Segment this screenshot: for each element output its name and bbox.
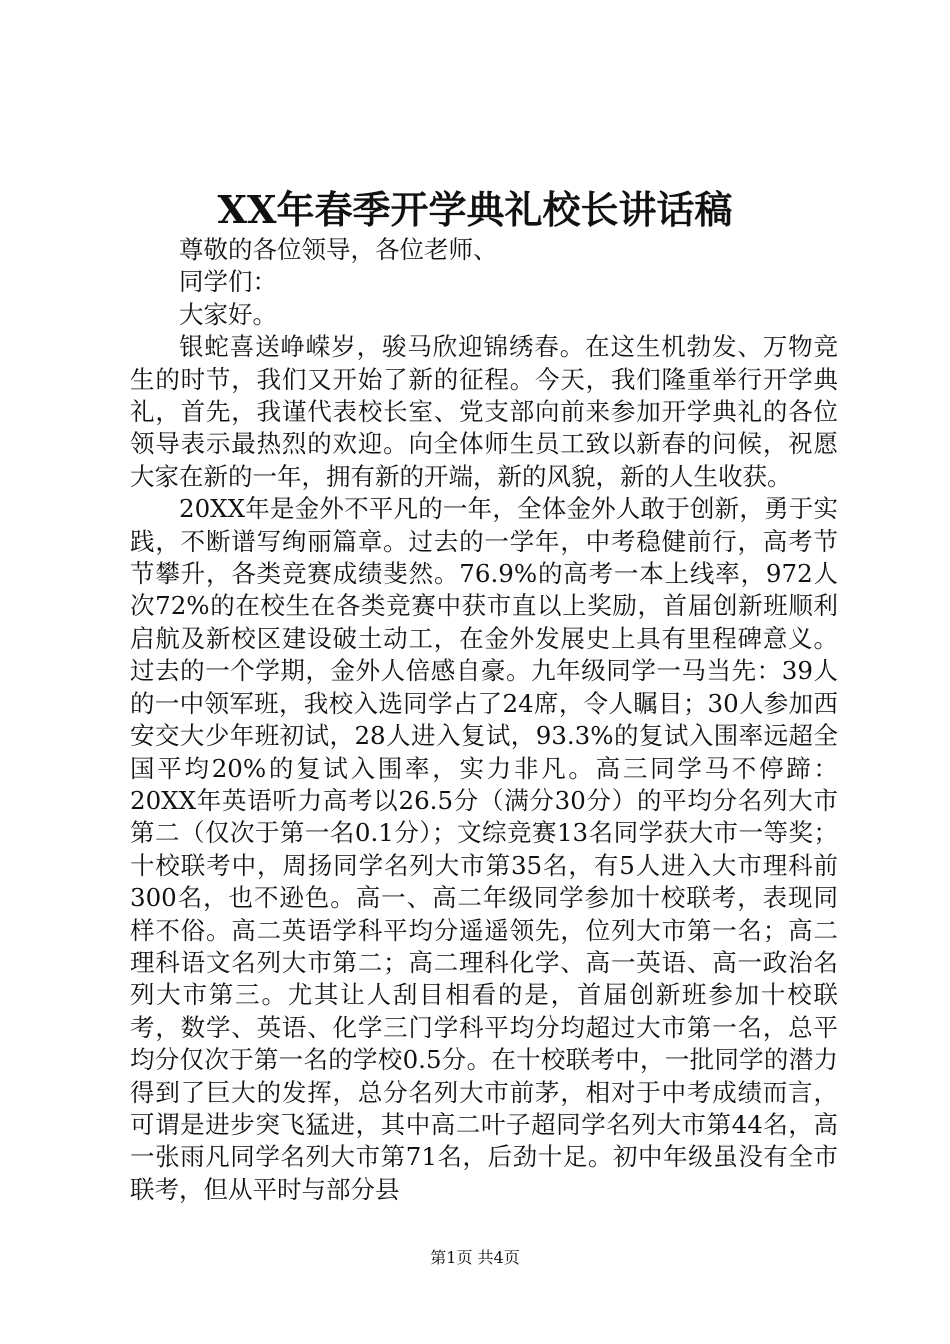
greeting-line: 大家好。 — [179, 299, 277, 329]
body-paragraph: 银蛇喜送峥嵘岁，骏马欣迎锦绣春。在这生机勃发、万物竞生的时节，我们又开始了新的征程。今天，我们隆重举行开学典礼，首先，我谨代表校长室、党支部向前来参加开学典礼的各位领导表示最热烈的欢迎。向全体师生员工致以新春的问候，祝愿大家在新的一年，拥有新的开端，新的风貌，新的人生收获。 — [130, 332, 838, 491]
page-number-footer: 第1页 共4页 — [430, 1248, 520, 1267]
body-paragraph: 20XX年是金外不平凡的一年，全体金外人敢于创新，勇于实践，不断谱写绚丽篇章。过去的一学年，中考稳健前行，高考节节攀升，各类竞赛成绩斐然。76.9%的高考一本上线率，972人次72%的在校生在各类竞赛中获市直以上奖励，首届创新班顺利启航及新校区建设破土动工，在金外发展史上具有里程碑意义。过去的一个学期，金外人倍感自豪。九年级同学一马当先：39人的一中领军班，我校入选同学占了24席，令人瞩目；30人参加西安交大少年班初试，28人进入复试，93.3%的复试入围率远超全国平均20%的复试入围率，实力非凡。高三同学马不停蹄：20XX年英语听力高考以26.5分（满分30分）的平均分名列大市第二（仅次于第一名0.1分）；文综竞赛13名同学获大市一等奖；十校联考中，周扬同学名列大市第35名，有5人进入大市理科前300名，也不逊色。高一、高二年级同学参加十校联考，表现同样不俗。高二英语学科平均分遥遥领先，位列大市第一名；高二理科语文名列大市第二；高二理科化学、高一英语、高一政治名列大市第三。尤其让人刮目相看的是，首届创新班参加十校联考，数学、英语、化学三门学科平均分均超过大市第一名，总平均分仅次于第一名的学校0.5分。在十校联考中，一批同学的潜力得到了巨大的发挥，总分名列大市前茅，相对于中考成绩而言，可谓是进步突飞猛进，其中高二叶子超同学名列大市第44名，高一张雨凡同学名列大市第71名，后劲十足。初中年级虽没有全市联考，但从平时与部分县 — [130, 494, 838, 1204]
salutation-line-2: 同学们： — [179, 267, 277, 297]
page-title: XX年春季开学典礼校长讲话稿 — [217, 187, 733, 232]
salutation-line-1: 尊敬的各位领导，各位老师、 — [179, 235, 498, 264]
document-body — [130, 234, 838, 1206]
